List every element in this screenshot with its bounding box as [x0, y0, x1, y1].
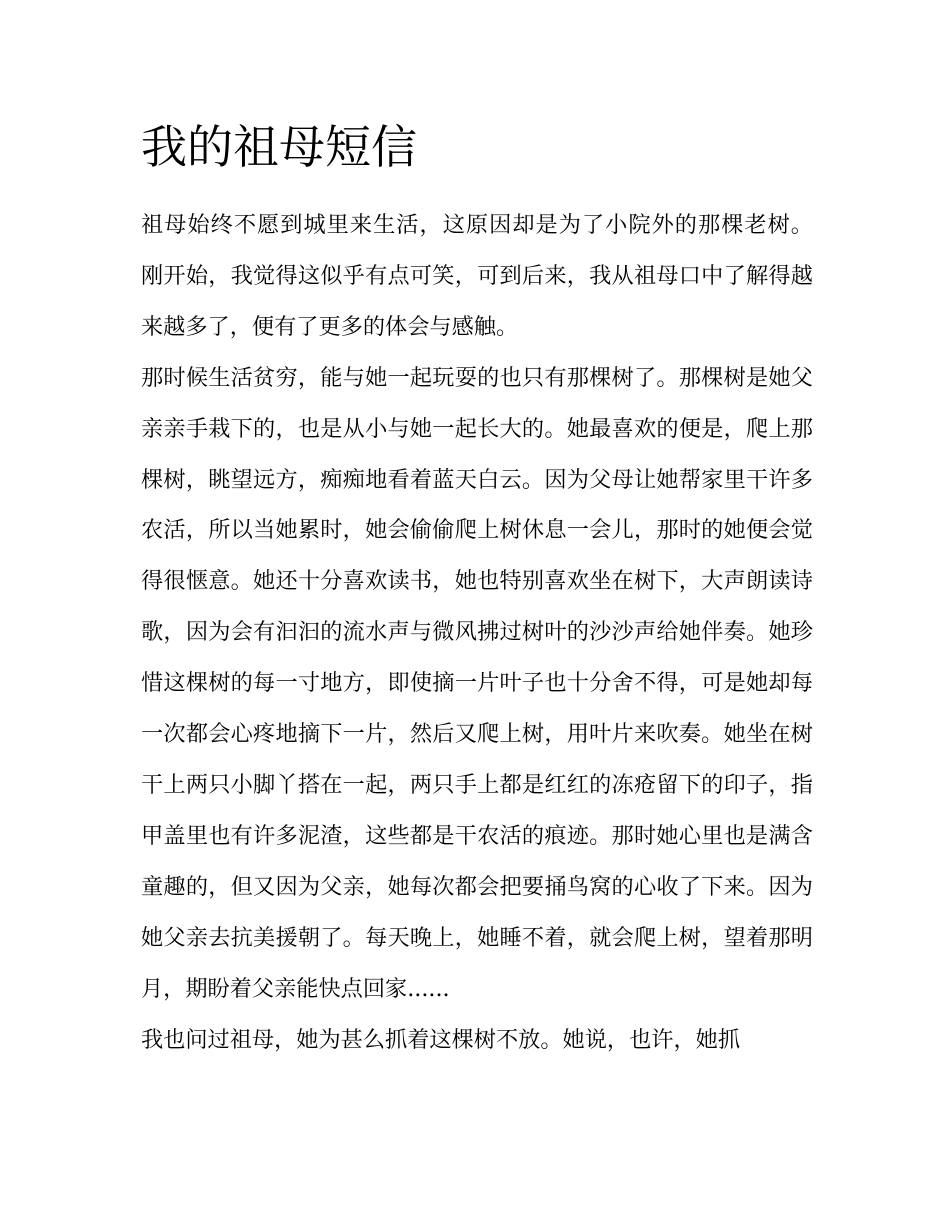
document-title: 我的祖母短信	[141, 120, 417, 174]
paragraph-3: 我也问过祖母，她为甚么抓着这棵树不放。她说，也许，她抓	[141, 1026, 741, 1053]
document-body	[141, 200, 813, 1065]
document-page	[141, 118, 813, 1053]
paragraph-2: 那时候生活贫穷，能与她一起玩耍的也只有那棵树了。那棵树是她父亲亲手栽下的，也是从小与她一起长大的。她最喜欢的便是，爬上那棵树，眺望远方，痴痴地看着蓝天白云。因为父母让她帮家里干许多农活，所以当她累时，她会偷偷爬上树休息一会儿，那时的她便会觉得很惬意。她还十分喜欢读书，她也特别喜欢坐在树下，大声朗读诗歌，因为会有汩汩的流水声与微风拂过树叶的沙沙声给她伴奏。她珍惜这棵树的每一寸地方，即使摘一片叶子也十分舍不得，可是她却每一次都会心疼地摘下一片，然后又爬上树，用叶片来吹奏。她坐在树干上两只小脚丫搭在一起，两只手上都是红红的冻疮留下的印子，指甲盖里也有许多泥渣，这些都是干农活的痕迹。那时她心里也是满含童趣的，但又因为父亲，她每次都会把要捅鸟窝的心收了下来。因为她父亲去抗美援朝了。每天晚上，她睡不着，就会爬上树，望着那明月，期盼着父亲能快点回家......	[141, 364, 813, 1002]
paragraph-1: 祖母始终不愿到城里来生活，这原因却是为了小院外的那棵老树。 刚开始，我觉得这似乎有点可笑，可到后来，我从祖母口中了解得越来越多了，便有了更多的体会与感触。	[141, 212, 813, 340]
